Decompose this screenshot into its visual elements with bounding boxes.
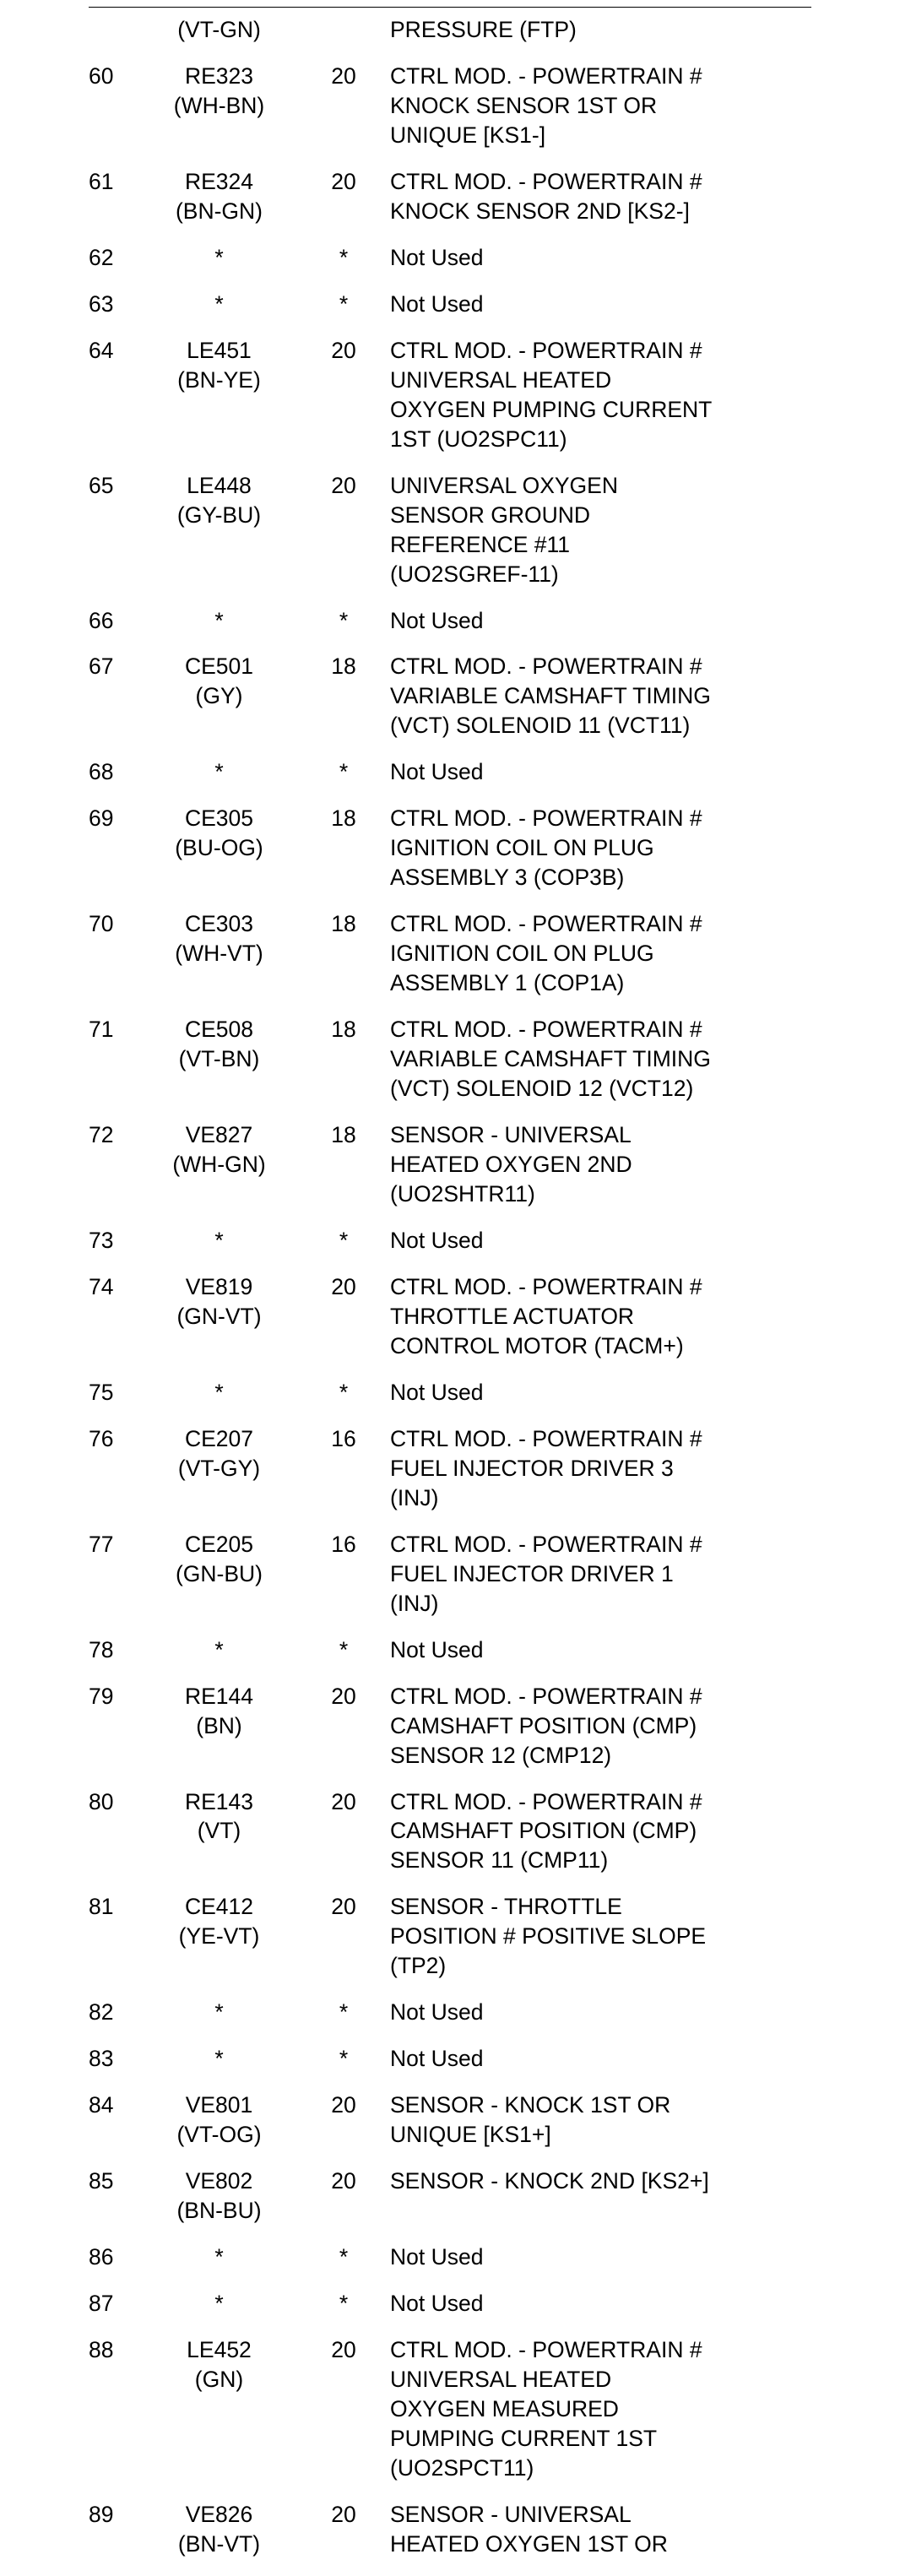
description-line: Not Used xyxy=(390,1379,484,1405)
circuit-line: (GN) xyxy=(194,2367,244,2393)
cell-wire-gauge: 20 xyxy=(331,2092,356,2118)
table-row xyxy=(89,1635,815,1682)
cell-pin-number: 60 xyxy=(89,62,114,89)
cell-circuit-code xyxy=(141,290,297,336)
description-line: CTRL MOD. - POWERTRAIN # xyxy=(390,337,702,363)
circuit-line: * xyxy=(214,1227,224,1253)
table-row xyxy=(89,1787,815,1893)
description-line: REFERENCE #11 xyxy=(390,531,571,557)
description-line: Not Used xyxy=(390,607,484,633)
cell-description xyxy=(390,1998,815,2044)
cell-description xyxy=(390,1787,815,1893)
circuit-line: VE826 xyxy=(185,2501,253,2527)
description-line: UNIVERSAL HEATED xyxy=(390,2367,612,2393)
table-row xyxy=(89,2242,815,2289)
cell-circuit-code xyxy=(141,2289,297,2335)
table-row xyxy=(89,2167,815,2242)
cell-description xyxy=(390,804,815,909)
cell-circuit-code xyxy=(141,243,297,290)
cell-description xyxy=(390,15,815,62)
cell-circuit-code xyxy=(141,2044,297,2091)
cell-description xyxy=(390,1530,815,1635)
circuit-line: * xyxy=(214,2291,224,2317)
description-line: OXYGEN PUMPING CURRENT xyxy=(390,396,713,422)
cell-pin-number xyxy=(89,15,141,62)
cell-wire-gauge: * xyxy=(339,2291,349,2317)
description-line: ASSEMBLY 3 (COP3B) xyxy=(390,865,625,891)
cell-circuit-code xyxy=(141,1424,297,1530)
table-row xyxy=(89,290,815,336)
cell-circuit-code xyxy=(141,1998,297,2044)
cell-circuit-code xyxy=(141,62,297,167)
cell-circuit-code xyxy=(141,1892,297,1998)
cell-wire-gauge: * xyxy=(339,244,349,270)
table-row xyxy=(89,2044,815,2091)
cell-circuit-code xyxy=(141,804,297,909)
description-line: VARIABLE CAMSHAFT TIMING xyxy=(390,683,711,709)
cell-description xyxy=(390,2242,815,2289)
cell-description xyxy=(390,1682,815,1787)
table-row xyxy=(89,652,815,757)
description-line: (VCT) SOLENOID 12 (VCT12) xyxy=(390,1076,694,1102)
description-line: KNOCK SENSOR 2ND [KS2-] xyxy=(390,198,690,224)
cell-circuit-code xyxy=(141,471,297,606)
cell-pin-number: 76 xyxy=(89,1425,114,1451)
cell-circuit-code xyxy=(141,1682,297,1787)
cell-pin-number: 68 xyxy=(89,759,114,785)
cell-pin-number: 81 xyxy=(89,1894,114,1920)
description-line: KNOCK SENSOR 1ST OR xyxy=(390,92,658,118)
description-line: (UO2SHTR11) xyxy=(390,1181,535,1207)
cell-pin-number: 89 xyxy=(89,2501,114,2527)
cell-description xyxy=(390,909,815,1015)
circuit-line: RE143 xyxy=(184,1788,254,1814)
cell-circuit-code xyxy=(141,1226,297,1272)
cell-description xyxy=(390,2091,815,2167)
description-line: SENSOR - KNOCK 2ND [KS2+] xyxy=(390,2168,709,2194)
circuit-line: * xyxy=(214,759,224,785)
description-line: Not Used xyxy=(390,244,484,270)
circuit-line: (VT-BN) xyxy=(178,1046,260,1072)
cell-circuit-code xyxy=(141,2242,297,2289)
description-line: Not Used xyxy=(390,1636,484,1662)
cell-wire-gauge: * xyxy=(339,2244,349,2270)
description-line: UNIQUE [KS1+] xyxy=(390,2122,551,2148)
circuit-line: (VT-GY) xyxy=(177,1455,261,1481)
description-line: (UO2SPCT11) xyxy=(390,2454,534,2481)
cell-description xyxy=(390,1635,815,1682)
table-row xyxy=(89,606,815,653)
circuit-line: (BN-VT) xyxy=(177,2530,261,2557)
cell-circuit-code xyxy=(141,1120,297,1226)
cell-wire-gauge: 18 xyxy=(331,1122,356,1148)
description-line: CTRL MOD. - POWERTRAIN # xyxy=(390,1683,702,1709)
cell-circuit-code xyxy=(141,1378,297,1424)
table-row xyxy=(89,336,815,471)
circuit-line: CE205 xyxy=(184,1531,254,1557)
description-line: OXYGEN MEASURED xyxy=(390,2396,619,2421)
cell-description xyxy=(390,1424,815,1530)
circuit-line: CE207 xyxy=(184,1425,254,1451)
description-line: CTRL MOD. - POWERTRAIN # xyxy=(390,653,702,680)
description-line: (UO2SGREF-11) xyxy=(390,561,559,587)
description-line: SENSOR - KNOCK 1ST OR xyxy=(390,2092,671,2118)
circuit-line: * xyxy=(214,244,224,270)
description-line: VARIABLE CAMSHAFT TIMING xyxy=(390,1046,711,1072)
circuit-line: (VT-OG) xyxy=(176,2122,262,2148)
cell-circuit-code xyxy=(141,909,297,1015)
cell-description xyxy=(390,471,815,606)
table-body xyxy=(89,15,815,2576)
description-line: (INJ) xyxy=(390,1590,439,1616)
description-line: FUEL INJECTOR DRIVER 3 xyxy=(390,1455,674,1481)
description-line: CTRL MOD. - POWERTRAIN # xyxy=(390,62,702,89)
cell-wire-gauge: * xyxy=(339,1227,349,1253)
description-line: FUEL INJECTOR DRIVER 1 xyxy=(390,1560,674,1586)
description-line: Not Used xyxy=(390,2291,484,2317)
cell-description xyxy=(390,167,815,243)
circuit-line: * xyxy=(214,2244,224,2270)
description-line: CTRL MOD. - POWERTRAIN # xyxy=(390,1273,702,1299)
circuit-line: (WH-GN) xyxy=(172,1152,266,1178)
cell-pin-number: 86 xyxy=(89,2244,114,2270)
description-line: HEATED OXYGEN 1ST OR xyxy=(390,2530,668,2557)
circuit-line: LE448 xyxy=(187,472,252,498)
cell-wire-gauge: * xyxy=(339,1379,349,1405)
description-line: (TP2) xyxy=(390,1953,447,1979)
table-row xyxy=(89,2289,815,2335)
cell-pin-number: 80 xyxy=(89,1788,114,1814)
circuit-line: (BN-YE) xyxy=(177,366,261,393)
table-row xyxy=(89,243,815,290)
cell-wire-gauge: 20 xyxy=(331,2168,356,2194)
cell-description xyxy=(390,1272,815,1378)
cell-description xyxy=(390,1378,815,1424)
table-row xyxy=(89,471,815,606)
cell-pin-number: 71 xyxy=(89,1017,114,1043)
table-row xyxy=(89,2091,815,2167)
cell-wire-gauge: 20 xyxy=(331,1273,356,1299)
cell-wire-gauge: * xyxy=(339,759,349,785)
circuit-line: RE144 xyxy=(184,1683,254,1709)
description-line: CTRL MOD. - POWERTRAIN # xyxy=(390,805,702,832)
table-row xyxy=(89,2500,815,2576)
description-line: UNIVERSAL HEATED xyxy=(390,366,612,393)
cell-description xyxy=(390,1015,815,1120)
cell-description xyxy=(390,1892,815,1998)
cell-wire-gauge: 20 xyxy=(331,1683,356,1709)
description-line: CTRL MOD. - POWERTRAIN # xyxy=(390,1425,702,1451)
cell-circuit-code xyxy=(141,1635,297,1682)
table-row xyxy=(89,1892,815,1998)
cell-pin-number: 82 xyxy=(89,1999,114,2026)
cell-description xyxy=(390,2335,815,2500)
description-line: UNIQUE [KS1-] xyxy=(390,122,546,148)
cell-description xyxy=(390,2289,815,2335)
circuit-line: * xyxy=(214,290,224,317)
circuit-line: * xyxy=(214,607,224,633)
description-line: Not Used xyxy=(390,2046,484,2072)
cell-circuit-code xyxy=(141,167,297,243)
circuit-line: (BU-OG) xyxy=(175,835,263,861)
table-row xyxy=(89,1530,815,1635)
table-row xyxy=(89,15,815,62)
cell-pin-number: 77 xyxy=(89,1531,114,1557)
table-row xyxy=(89,804,815,909)
cell-description xyxy=(390,243,815,290)
circuit-line: VE827 xyxy=(185,1122,253,1148)
table-row xyxy=(89,1272,815,1378)
circuit-line: RE324 xyxy=(184,168,254,194)
cell-description xyxy=(390,652,815,757)
cell-wire-gauge: 16 xyxy=(331,1425,356,1451)
cell-circuit-code xyxy=(141,2335,297,2500)
description-line: Not Used xyxy=(390,759,484,785)
description-line: (VCT) SOLENOID 11 (VCT11) xyxy=(390,713,691,739)
description-line: Not Used xyxy=(390,1999,484,2026)
cell-description xyxy=(390,290,815,336)
cell-wire-gauge xyxy=(297,15,390,62)
description-line: CAMSHAFT POSITION (CMP) xyxy=(390,1712,697,1738)
description-line: SENSOR - UNIVERSAL xyxy=(390,1122,632,1148)
page-top-rule xyxy=(89,7,811,8)
circuit-line: * xyxy=(214,1379,224,1405)
table-row xyxy=(89,757,815,804)
circuit-line: (WH-BN) xyxy=(173,92,265,118)
table-row xyxy=(89,909,815,1015)
cell-description xyxy=(390,62,815,167)
cell-wire-gauge: * xyxy=(339,290,349,317)
cell-circuit-code xyxy=(141,15,297,62)
cell-circuit-code xyxy=(141,2167,297,2242)
description-line: SENSOR - UNIVERSAL xyxy=(390,2501,632,2527)
cell-wire-gauge: 20 xyxy=(331,1788,356,1814)
description-line: POSITION # POSITIVE SLOPE xyxy=(390,1923,707,1950)
circuit-line: (WH-VT) xyxy=(175,941,263,967)
cell-wire-gauge: 18 xyxy=(331,1017,356,1043)
cell-description xyxy=(390,336,815,471)
circuit-line: CE303 xyxy=(184,911,254,937)
circuit-line: (GY-BU) xyxy=(176,502,262,528)
description-line: CONTROL MOTOR (TACM+) xyxy=(390,1332,684,1359)
cell-pin-number: 83 xyxy=(89,2046,114,2072)
cell-pin-number: 88 xyxy=(89,2337,114,2363)
cell-pin-number: 65 xyxy=(89,472,114,498)
cell-wire-gauge: 20 xyxy=(331,62,356,89)
cell-circuit-code xyxy=(141,1015,297,1120)
cell-circuit-code xyxy=(141,336,297,471)
circuit-line: LE451 xyxy=(187,337,252,363)
description-line: SENSOR 12 (CMP12) xyxy=(390,1742,612,1768)
description-line: SENSOR GROUND xyxy=(390,502,591,528)
cell-pin-number: 74 xyxy=(89,1273,114,1299)
circuit-line: (GY) xyxy=(195,683,243,709)
cell-circuit-code xyxy=(141,1787,297,1893)
description-line: UNIVERSAL OXYGEN xyxy=(390,472,618,498)
table-row xyxy=(89,1998,815,2044)
cell-description xyxy=(390,606,815,653)
cell-description xyxy=(390,2500,815,2576)
cell-wire-gauge: 20 xyxy=(331,472,356,498)
description-line: SENSOR 11 (CMP11) xyxy=(390,1847,609,1874)
cell-circuit-code xyxy=(141,606,297,653)
description-line: IGNITION COIL ON PLUG xyxy=(390,941,654,967)
cell-circuit-code xyxy=(141,1272,297,1378)
table-row xyxy=(89,1424,815,1530)
cell-pin-number: 78 xyxy=(89,1636,114,1662)
cell-description xyxy=(390,1120,815,1226)
table-row xyxy=(89,2335,815,2500)
description-line: CTRL MOD. - POWERTRAIN # xyxy=(390,2337,702,2363)
circuit-line: * xyxy=(214,1636,224,1662)
cell-wire-gauge: 20 xyxy=(331,168,356,194)
circuit-line: VE802 xyxy=(185,2168,253,2194)
cell-pin-number: 85 xyxy=(89,2168,114,2194)
table-row xyxy=(89,1015,815,1120)
circuit-line: (BN-BU) xyxy=(176,2198,262,2224)
table-row xyxy=(89,1378,815,1424)
circuit-line: (VT-GN) xyxy=(177,17,261,42)
circuit-line: CE501 xyxy=(184,653,254,680)
cell-pin-number: 79 xyxy=(89,1683,114,1709)
description-line: CTRL MOD. - POWERTRAIN # xyxy=(390,1531,702,1557)
description-line: CTRL MOD. - POWERTRAIN # xyxy=(390,1017,702,1043)
description-line: HEATED OXYGEN 2ND xyxy=(390,1152,632,1178)
circuit-line: (BN) xyxy=(196,1712,242,1738)
table-row xyxy=(89,1682,815,1787)
description-line: CTRL MOD. - POWERTRAIN # xyxy=(390,168,702,194)
cell-circuit-code xyxy=(141,1530,297,1635)
cell-wire-gauge: 18 xyxy=(331,653,356,680)
description-line: THROTTLE ACTUATOR xyxy=(390,1303,635,1329)
cell-wire-gauge: * xyxy=(339,1636,349,1662)
description-line: CTRL MOD. - POWERTRAIN # xyxy=(390,1788,702,1814)
circuit-line: CE305 xyxy=(184,805,254,832)
circuit-line: (YE-VT) xyxy=(178,1923,260,1950)
cell-pin-number: 66 xyxy=(89,607,114,633)
cell-pin-number: 75 xyxy=(89,1379,114,1405)
cell-pin-number: 70 xyxy=(89,911,114,937)
circuit-line: (VT) xyxy=(197,1818,241,1844)
circuit-line: (GN-VT) xyxy=(176,1303,262,1329)
cell-wire-gauge: * xyxy=(339,1999,349,2026)
circuit-line: CE508 xyxy=(184,1017,254,1043)
cell-wire-gauge: 20 xyxy=(331,2501,356,2527)
circuit-line: CE412 xyxy=(184,1894,254,1920)
table-row xyxy=(89,167,815,243)
circuit-line: (GN-BU) xyxy=(175,1560,263,1586)
cell-pin-number: 87 xyxy=(89,2291,114,2317)
table-row xyxy=(89,1120,815,1226)
cell-circuit-code xyxy=(141,2091,297,2167)
cell-description xyxy=(390,1226,815,1272)
cell-pin-number: 62 xyxy=(89,244,114,270)
cell-circuit-code xyxy=(141,2500,297,2576)
cell-pin-number: 69 xyxy=(89,805,114,832)
cell-description xyxy=(390,2044,815,2091)
circuit-line: (BN-GN) xyxy=(175,198,263,224)
table-row xyxy=(89,1226,815,1272)
description-line: 1ST (UO2SPC11) xyxy=(390,426,567,452)
description-line: Not Used xyxy=(390,1227,484,1253)
description-line: CTRL MOD. - POWERTRAIN # xyxy=(390,911,702,937)
cell-pin-number: 67 xyxy=(89,653,114,680)
description-line: SENSOR - THROTTLE xyxy=(390,1894,622,1920)
table-row xyxy=(89,62,815,167)
circuit-line: RE323 xyxy=(184,62,254,89)
cell-pin-number: 64 xyxy=(89,337,114,363)
cell-wire-gauge: 16 xyxy=(331,1531,356,1557)
circuit-line: * xyxy=(214,2046,224,2072)
cell-wire-gauge: 20 xyxy=(331,337,356,363)
description-line: PUMPING CURRENT 1ST xyxy=(390,2425,658,2451)
description-line: Not Used xyxy=(390,290,484,317)
description-line: ASSEMBLY 1 (COP1A) xyxy=(390,970,625,996)
cell-wire-gauge: 20 xyxy=(331,1894,356,1920)
cell-circuit-code xyxy=(141,652,297,757)
pin-assignment-table xyxy=(89,15,815,2576)
cell-description xyxy=(390,757,815,804)
cell-wire-gauge: * xyxy=(339,2046,349,2072)
cell-circuit-code xyxy=(141,757,297,804)
description-line: PRESSURE (FTP) xyxy=(390,17,577,42)
cell-pin-number: 73 xyxy=(89,1227,114,1253)
circuit-line: LE452 xyxy=(187,2337,252,2363)
description-line: Not Used xyxy=(390,2244,484,2270)
cell-wire-gauge: 18 xyxy=(331,805,356,832)
description-line: IGNITION COIL ON PLUG xyxy=(390,835,654,861)
circuit-line: * xyxy=(214,1999,224,2026)
circuit-line: VE819 xyxy=(185,1273,253,1299)
cell-description xyxy=(390,2167,815,2242)
description-line: CAMSHAFT POSITION (CMP) xyxy=(390,1818,697,1844)
description-line: (INJ) xyxy=(390,1484,439,1510)
cell-wire-gauge: 18 xyxy=(331,911,356,937)
circuit-line: VE801 xyxy=(185,2092,253,2118)
cell-pin-number: 72 xyxy=(89,1122,114,1148)
cell-wire-gauge: * xyxy=(339,607,349,633)
cell-pin-number: 84 xyxy=(89,2092,114,2118)
cell-pin-number: 63 xyxy=(89,290,114,317)
cell-pin-number: 61 xyxy=(89,168,114,194)
cell-wire-gauge: 20 xyxy=(331,2337,356,2363)
